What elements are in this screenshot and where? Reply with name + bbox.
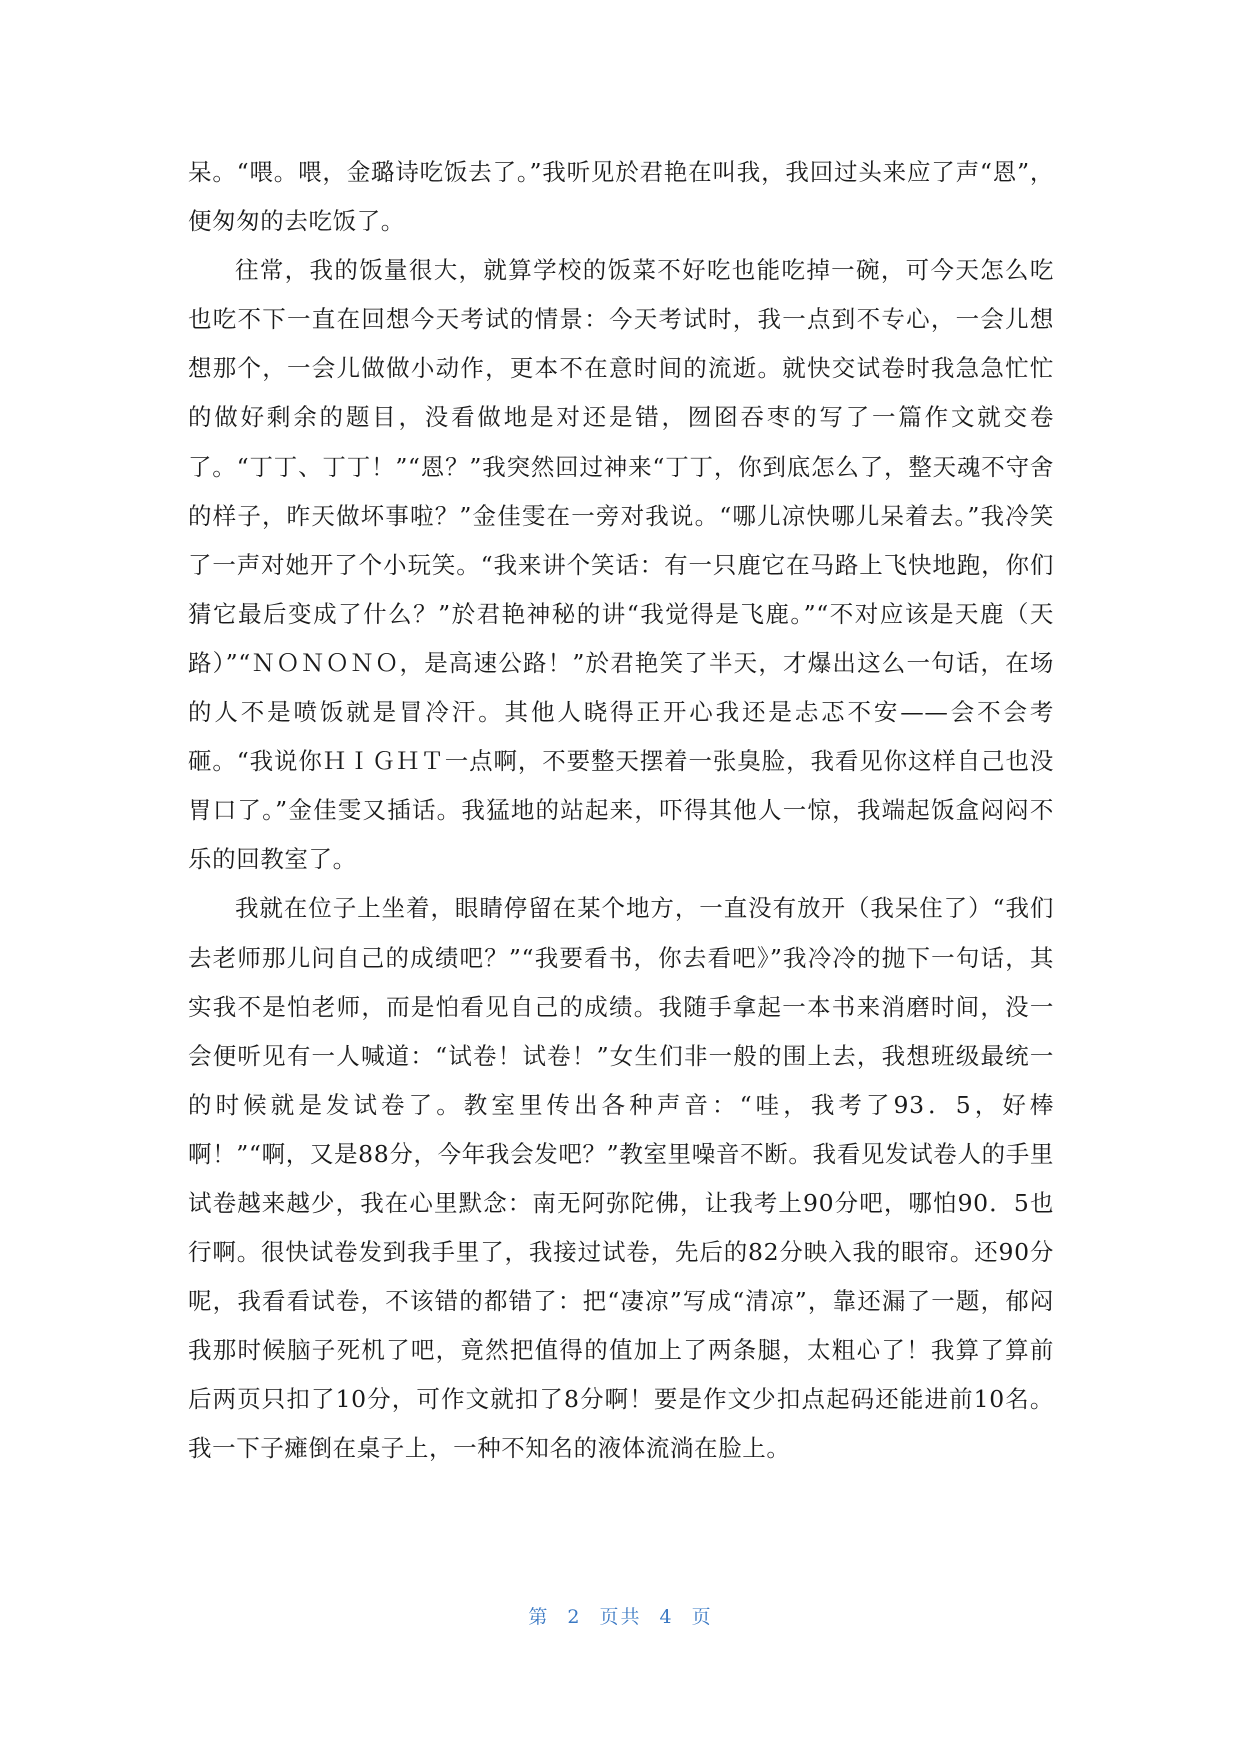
body-text <box>188 148 1054 1474</box>
paragraph-1: 呆。“喂。喂，金璐诗吃饭去了。”我听见於君艳在叫我，我回过头来应了声“恩”，便匆匆的去吃饭了。 <box>188 158 1054 236</box>
page-number-footer: 第 2 页共 4 页 <box>528 1606 713 1628</box>
paragraph-2: 往常，我的饭量很大，就算学校的饭菜不好吃也能吃掉一碗，可今天怎么吃也吃不下一直在回想今天考试的情景：今天考试时，我一点到不专心，一会儿想想那个，一会儿做做小动作，更本不在意时间的流逝。就快交试卷时我急急忙忙的做好剩余的题目，没看做地是对还是错，囫囵吞枣的写了一篇作文就交卷了。“丁丁、丁丁！”“恩？”我突然回过神来“丁丁，你到底怎么了，整天魂不守舍的样子，昨天做坏事啦？”金佳雯在一旁对我说。“哪儿凉快哪儿呆着去。”我冷笑了一声对她开了个小玩笑。“我来讲个笑话：有一只鹿它在马路上飞快地跑，你们猜它最后变成了什么？”於君艳神秘的讲“我觉得是飞鹿。”“不对应该是天鹿（天路）”“ＮＯＮＯＮＯ，是高速公路！”於君艳笑了半天，才爆出这么一句话，在场的人不是喷饭就是冒冷汗。其他人晓得正开心我还是忐忑不安——会不会考砸。“我说你ＨＩＧＨＴ一点啊，不要整天摆着一张臭脸，我看见你这样自己也没胃口了。”金佳雯又插话。我猛地的站起来，吓得其他人一惊，我端起饭盒闷闷不乐的回教室了。 <box>188 256 1054 874</box>
paragraph-3: 我就在位子上坐着，眼睛停留在某个地方，一直没有放开（我呆住了）“我们去老师那儿问自己的成绩吧？”“我要看书，你去看吧》”我冷冷的抛下一句话，其实我不是怕老师，而是怕看见自己的成绩。我随手拿起一本书来消磨时间，没一会便听见有一人喊道：“试卷！试卷！”女生们非一般的围上去，我想班级最统一的时候就是发试卷了。教室里传出各种声音：“哇，我考了93．5，好棒啊！”“啊，又是88分，今年我会发吧？”教室里噪音不断。我看见发试卷人的手里试卷越来越少，我在心里默念：南无阿弥陀佛，让我考上90分吧，哪怕90．5也行啊。很快试卷发到我手里了，我接过试卷，先后的82分映入我的眼帘。还90分呢，我看看试卷，不该错的都错了：把“凄凉”写成“清凉”，靠还漏了一题，郁闷我那时候脑子死机了吧，竟然把值得的值加上了两条腿，太粗心了！我算了算前后两页只扣了10分，可作文就扣了8分啊！要是作文少扣点起码还能进前10名。我一下子瘫倒在桌子上，一种不知名的液体流淌在脸上。 <box>188 894 1054 1463</box>
